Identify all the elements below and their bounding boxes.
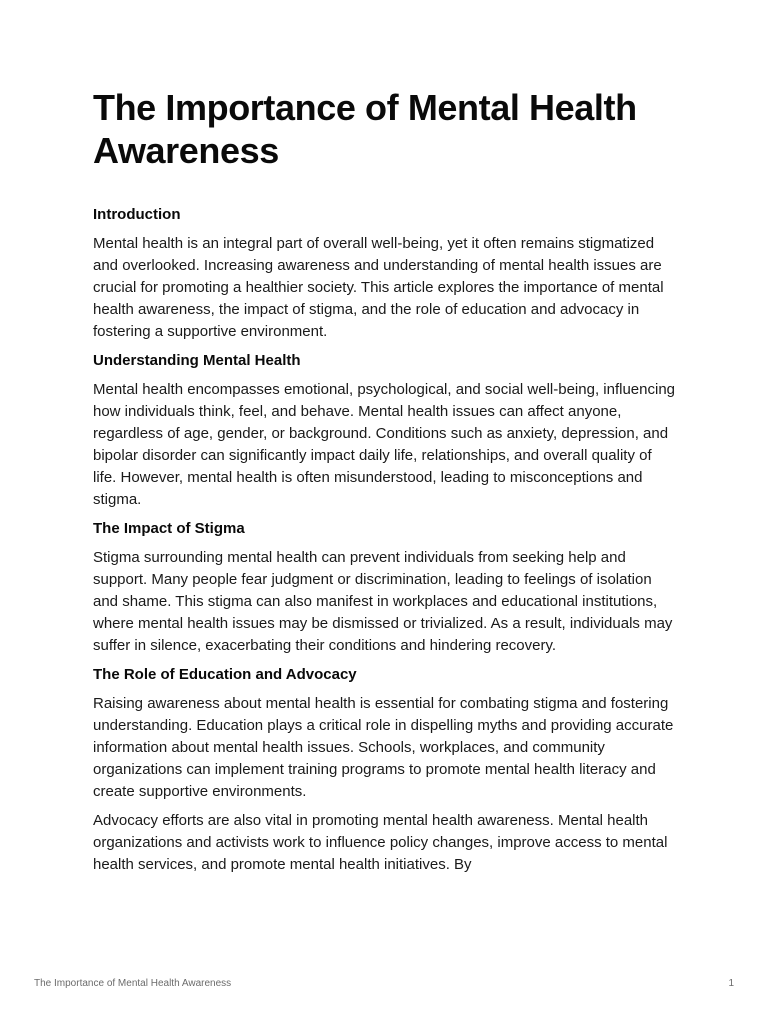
footer-page-number: 1	[728, 978, 734, 989]
paragraph: Stigma surrounding mental health can prevent individuals from seeking help and support. Many people fear judgment or discrimination, leading to feelings of isolation and shame. This stigma can also manifest in workplaces and educational institutions, where mental health issues may be dismissed or trivialized. As a result, individuals may suffer in silence, exacerbating their conditions and hindering recovery.	[93, 549, 673, 654]
section-heading: Understanding Mental Health	[93, 352, 301, 369]
page-title: The Importance of Mental Health Awareness	[93, 87, 637, 171]
section-education-and-advocacy	[93, 664, 677, 876]
footer-document-title: The Importance of Mental Health Awareness	[34, 978, 232, 989]
paragraph: Mental health is an integral part of overall well-being, yet it often remains stigmatized and overlooked. Increasing awareness and understanding of mental health issues are crucial for promoting a healthier society. This article explores the importance of mental health awareness, the impact of stigma, and the role of education and advocacy in fostering a supportive environment.	[93, 235, 664, 340]
section-understanding-mental-health	[93, 350, 677, 511]
section-heading: The Role of Education and Advocacy	[93, 666, 357, 683]
page-content	[93, 86, 677, 883]
paragraph: Advocacy efforts are also vital in promoting mental health awareness. Mental health organizations and activists work to influence policy changes, improve access to mental health services, and promote mental health initiatives. By	[93, 812, 668, 873]
section-heading: Introduction	[93, 206, 181, 223]
section-impact-of-stigma	[93, 518, 677, 657]
section-heading: The Impact of Stigma	[93, 520, 245, 537]
paragraph: Mental health encompasses emotional, psychological, and social well-being, influencing how individuals think, feel, and behave. Mental health issues can affect anyone, regardless of age, gender, or background. Conditions such as anxiety, depression, and bipolar disorder can significantly impact daily life, relationships, and overall quality of life. However, mental health is often misunderstood, leading to misconceptions and stigma.	[93, 381, 676, 508]
section-introduction	[93, 204, 677, 343]
paragraph: Raising awareness about mental health is essential for combating stigma and fostering understanding. Education plays a critical role in dispelling myths and providing accurate information about mental health issues. Schools, workplaces, and community organizations can implement training programs to promote mental health literacy and create supportive environments.	[93, 695, 674, 800]
